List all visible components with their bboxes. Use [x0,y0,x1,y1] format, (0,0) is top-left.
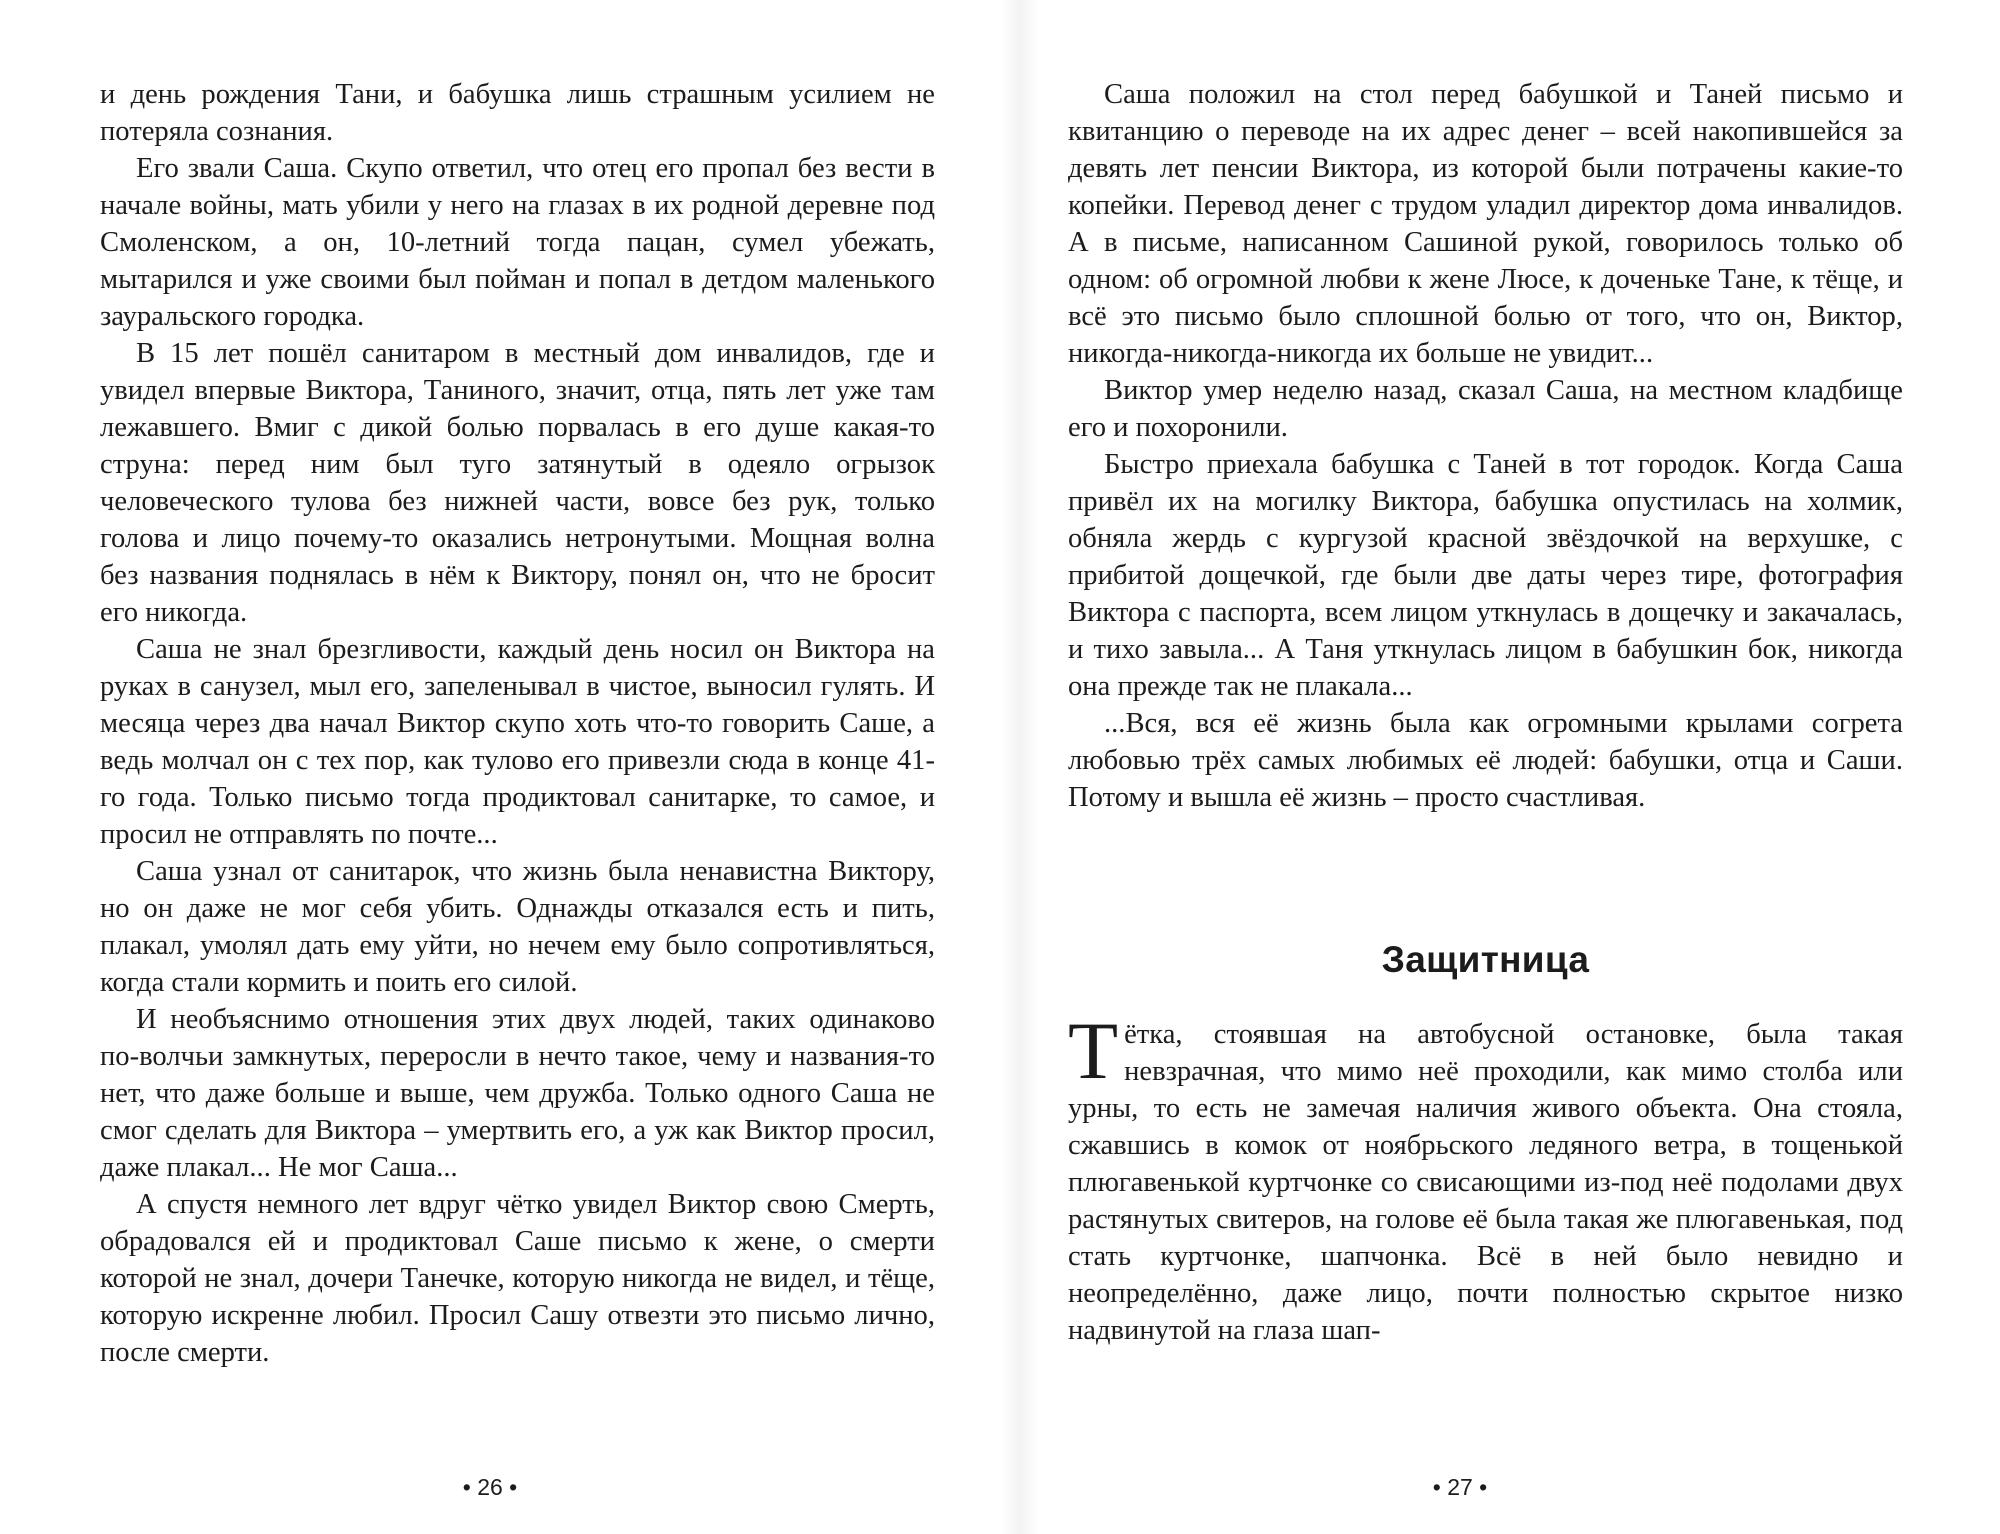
paragraph: И необъяснимо отношения этих двух людей, таких одинаково по-волчьи замкнутых, переросли в нечто такое, чему и названия-то нет, что даже больше и выше, чем дружба. Только одного Саша не смог сделать для Виктора – умертвить его, а уж как Виктор просил, даже плакал... Не мог Саша... [100,1004,935,1183]
paragraph: Быстро приехала бабушка с Таней в тот городок. Когда Саша привёл их на могилку Виктора, бабушка опустилась на холмик, обняла жердь с кургузой красной звёздочкой на верхушке, с прибитой дощечкой, где были две даты через тире, фотография Виктора с паспорта, всем лицом уткнулась в дощечку и закачалась, и тихо завыла... А Таня уткнулась лицом в бабушкин бок, никогда она прежде так не плакала... [1068,449,1903,702]
chapter-first-paragraph-text: ётка, стоявшая на автобусной остановке, была такая невзрачная, что мимо неё проходили, как мимо столба или урны, то есть не замечая наличия живого объекта. Она стояла, сжавшись в комок от ноябрьского ледяного ветра, в тощенькой плюгавенькой куртчонке со свисающими из-под неё подолами двух растянутых свитеров, на голове её была такая же плюгавенькая, под стать куртчонке, шапчонка. Всё в ней было невидно и неопределённо, даже лицо, почти полностью скрытое низко надвинутой на глаза шап- [1068,1019,1903,1346]
paragraph: В 15 лет пошёл санитаром в местный дом инвалидов, где и увидел впервые Виктора, Таниного, значит, отца, пять лет уже там лежавшего. Вмиг с дикой болью порвалась в его душе какая-то струна: перед ним был туго затянутый в одеяло огрызок человеческого тулова без нижней части, вовсе без рук, только голова и лицо почему-то оказались нетронутыми. Мощная волна без названия поднялась в нём к Виктору, понял он, что не бросит его никогда. [100,338,935,628]
paragraph: Саша не знал брезгливости, каждый день носил он Виктора на руках в санузел, мыл его, запеленывал в чистое, выносил гулять. И месяца через два начал Виктор скупо хоть что-то говорить Саше, а ведь молчал он с тех пор, как тулово его привезли сюда в конце 41-го года. Только письмо тогда продиктовал санитарке, то самое, и просил не отправлять по почте... [100,634,935,850]
left-page [100,76,935,1371]
paragraph: Его звали Саша. Скупо ответил, что отец его пропал без вести в начале войны, мать убили у него на глазах в их родной деревне под Смоленском, а он, 10-летний тогда пацан, сумел убежать, мытарился и уже своими был пойман и попал в детдом маленького зауральского городка. [100,153,935,332]
chapter-first-paragraph [1068,1005,1903,1349]
paragraph: Виктор умер неделю назад, сказал Саша, на местном кладбище его и похоронили. [1068,375,1903,443]
drop-cap: Т [1068,1005,1119,1096]
paragraph: Саша положил на стол перед бабушкой и Таней письмо и квитанцию о переводе на их адрес денег – всей накопившейся за девять лет пенсии Виктора, из которой были потрачены какие-то копейки. Перевод денег с трудом уладил директор дома инвалидов. А в письме, написанном Сашиной рукой, говорилось только об одном: об огромной любви к жене Люсе, к доченьке Тане, к тёще, и всё это письмо было сплошной болью от того, что он, Виктор, никогда-никогда-никогда их больше не увидит... [1068,79,1903,369]
paragraph: Саша узнал от санитарок, что жизнь была ненавистна Виктору, но он даже не мог себя убить. Однажды отказался есть и пить, плакал, умолял дать ему уйти, но нечем ему было сопротивляться, когда стали кормить и поить его силой. [100,856,935,998]
page-number-right: • 27 • [1432,1474,1488,1500]
book-gutter [1000,0,1040,1534]
paragraph: ...Вся, вся её жизнь была как огромными крылами согрета любовью трёх самых любимых её людей: бабушки, отца и Саши. Потому и вышла её жизнь – просто счастливая. [1068,708,1903,813]
chapter-title: Защитница [1381,939,1590,980]
paragraph: А спустя немного лет вдруг чётко увидел Виктор свою Смерть, обрадовался ей и продиктовал Саше письмо к жене, о смерти которой не знал, дочери Танечке, которую никогда не видел, и тёще, которую искренне любил. Просил Сашу отвезти это письмо лично, после смерти. [100,1189,935,1368]
right-page [1068,76,1903,1349]
paragraph: и день рождения Тани, и бабушка лишь страшным усилием не потеряла сознания. [100,79,935,147]
page-number-left: • 26 • [462,1474,518,1500]
